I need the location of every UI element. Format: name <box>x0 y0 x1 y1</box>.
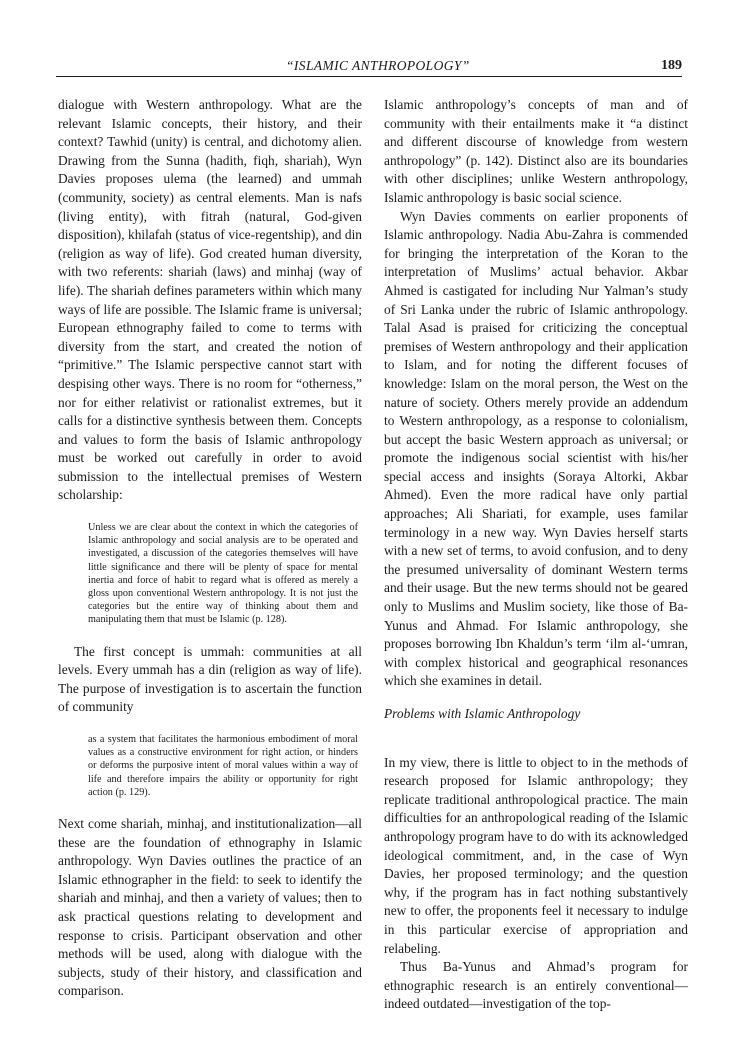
paragraph: The first concept is ummah: communities at all levels. Every ummah has a din (religion as way of life). The purpose of investigation is to ascertain the function of community <box>58 643 362 715</box>
page-header <box>56 58 682 76</box>
block-quote: Unless we are clear about the context in which the categories of Islamic anthropology and social analysis are to be operated and investigated, a discussion of the categories themselves will have little significance and there will be plenty of space for mental inertia and force of habit to regard what is offered as merely a gloss upon conventional Western anthropology. It is not just the categories but the entire way of thinking about them and manipulating them that must be Islamic (p. 128). <box>88 522 358 626</box>
page-number: 189 <box>661 58 682 73</box>
paragraph: Wyn Davies comments on earlier proponents of Islamic anthropology. Nadia Abu-Zahra is commended for bringing the interpretation of the Koran to the interpretation of Muslims’ actual behavior. Akbar Ahmed is castigated for including Nur Yalman’s study of Sri Lanka under the rubric of Islamic anthropology. Talal Asad is praised for criticizing the conceptual premises of Western anthropology and their application to Islam, and for noting the different focuses of knowledge: Islam on the moral person, the West on the nature of society. Others merely provide an addendum to Western anthropology, as a response to colonialism, but accept the basic Western approach as universal; or promote the indigenous social scientist with his/her special access and insights (Soraya Altorki, Akbar Ahmed). Even the more radical have only partial approaches; Ali Shariati, for example, uses familar terminology in a new way. Wyn Davies herself starts with a new set of terms, to avoid confusion, and to deny the presumed universality of dominant Western terms and their usage. But the new terms should not be geared only to Muslims and Muslim society, like those of Ba-Yunus and Ahmad. For Islamic anthropology, she proposes borrowing Ibn Khaldun’s term ‘ilm al-‘umran, with complex historical and geographical resonances which she examines in detail. <box>384 208 688 689</box>
right-column <box>384 96 688 1014</box>
running-head: “ISLAMIC ANTHROPOLOGY” <box>286 58 470 73</box>
section-heading: Problems with Islamic Anthropology <box>384 706 581 721</box>
paragraph: Islamic anthropology’s concepts of man and of community with their entailments make it “a distinct and different discourse of knowledge from western anthropology” (p. 142). Distinct also are its boundaries with other disciplines; unlike Western anthropology, Islamic anthropology is basic social science. <box>384 97 688 205</box>
header-rule <box>56 76 682 77</box>
left-column <box>58 96 362 1001</box>
paragraph: dialogue with Western anthropology. What are the relevant Islamic concepts, their history, and their context? Tawhid (unity) is central, and dichotomy alien. Drawing from the Sunna (hadith, fiqh, shariah), Wyn Davies proposes ulema (the learned) and ummah (community, society) as central elements. Man is nafs (living entity), with fitrah (natural, God-given disposition), khilafah (status of vice-regentship), and din (religion as way of life). God created human diversity, with two referents: shariah (laws) and minhaj (way of life). The shariah defines parameters within which many ways of life are possible. The Islamic frame is universal; European ethnography failed to come to terms with diversity from the start, and created the notion of “primitive.” The Islamic perspective cannot start with despising other ways. There is no room for “otherness,” nor for either relativist or rationalist extremes, but it calls for a distinctive synthesis between them. Concepts and values to form the basis of Islamic anthropology must be worked out carefully in order to avoid submission to the intellectual premises of Western scholarship: <box>58 97 362 503</box>
paragraph: Thus Ba-Yunus and Ahmad’s program for ethnographic research is an entirely conventional—indeed outdated—investigation of the top- <box>384 959 688 1012</box>
block-quote: as a system that facilitates the harmonious embodiment of moral values as a constructive environment for right action, or hinders or deforms the purposive intent of moral values within a way of life and therefore impairs the ability or opportunity for right action (p. 129). <box>88 734 358 798</box>
paragraph: In my view, there is little to object to in the methods of research proposed for Islamic anthropology; they replicate traditional anthropological practice. The main difficulties for an anthropological reading of the Islamic anthropology program have to do with its acknowledged ideological commitment, and, in the case of Wyn Davies, her proposed terminology; and the question why, if the program has in fact nothing substantively new to offer, the proponents feel it necessary to indulge in this particular exercise of appropriation and relabeling. <box>384 754 688 956</box>
paragraph: Next come shariah, minhaj, and institutionalization—all these are the foundation of ethnography in Islamic anthropology. Wyn Davies outlines the practice of an Islamic ethnographer in the field: to seek to identify the shariah and minhaj, and then a variety of values; then to ask practical questions relating to development and response to crisis. Participant observation and other methods will be used, along with dialogue with the subjects, study of their history, and classification and comparison. <box>58 816 362 999</box>
